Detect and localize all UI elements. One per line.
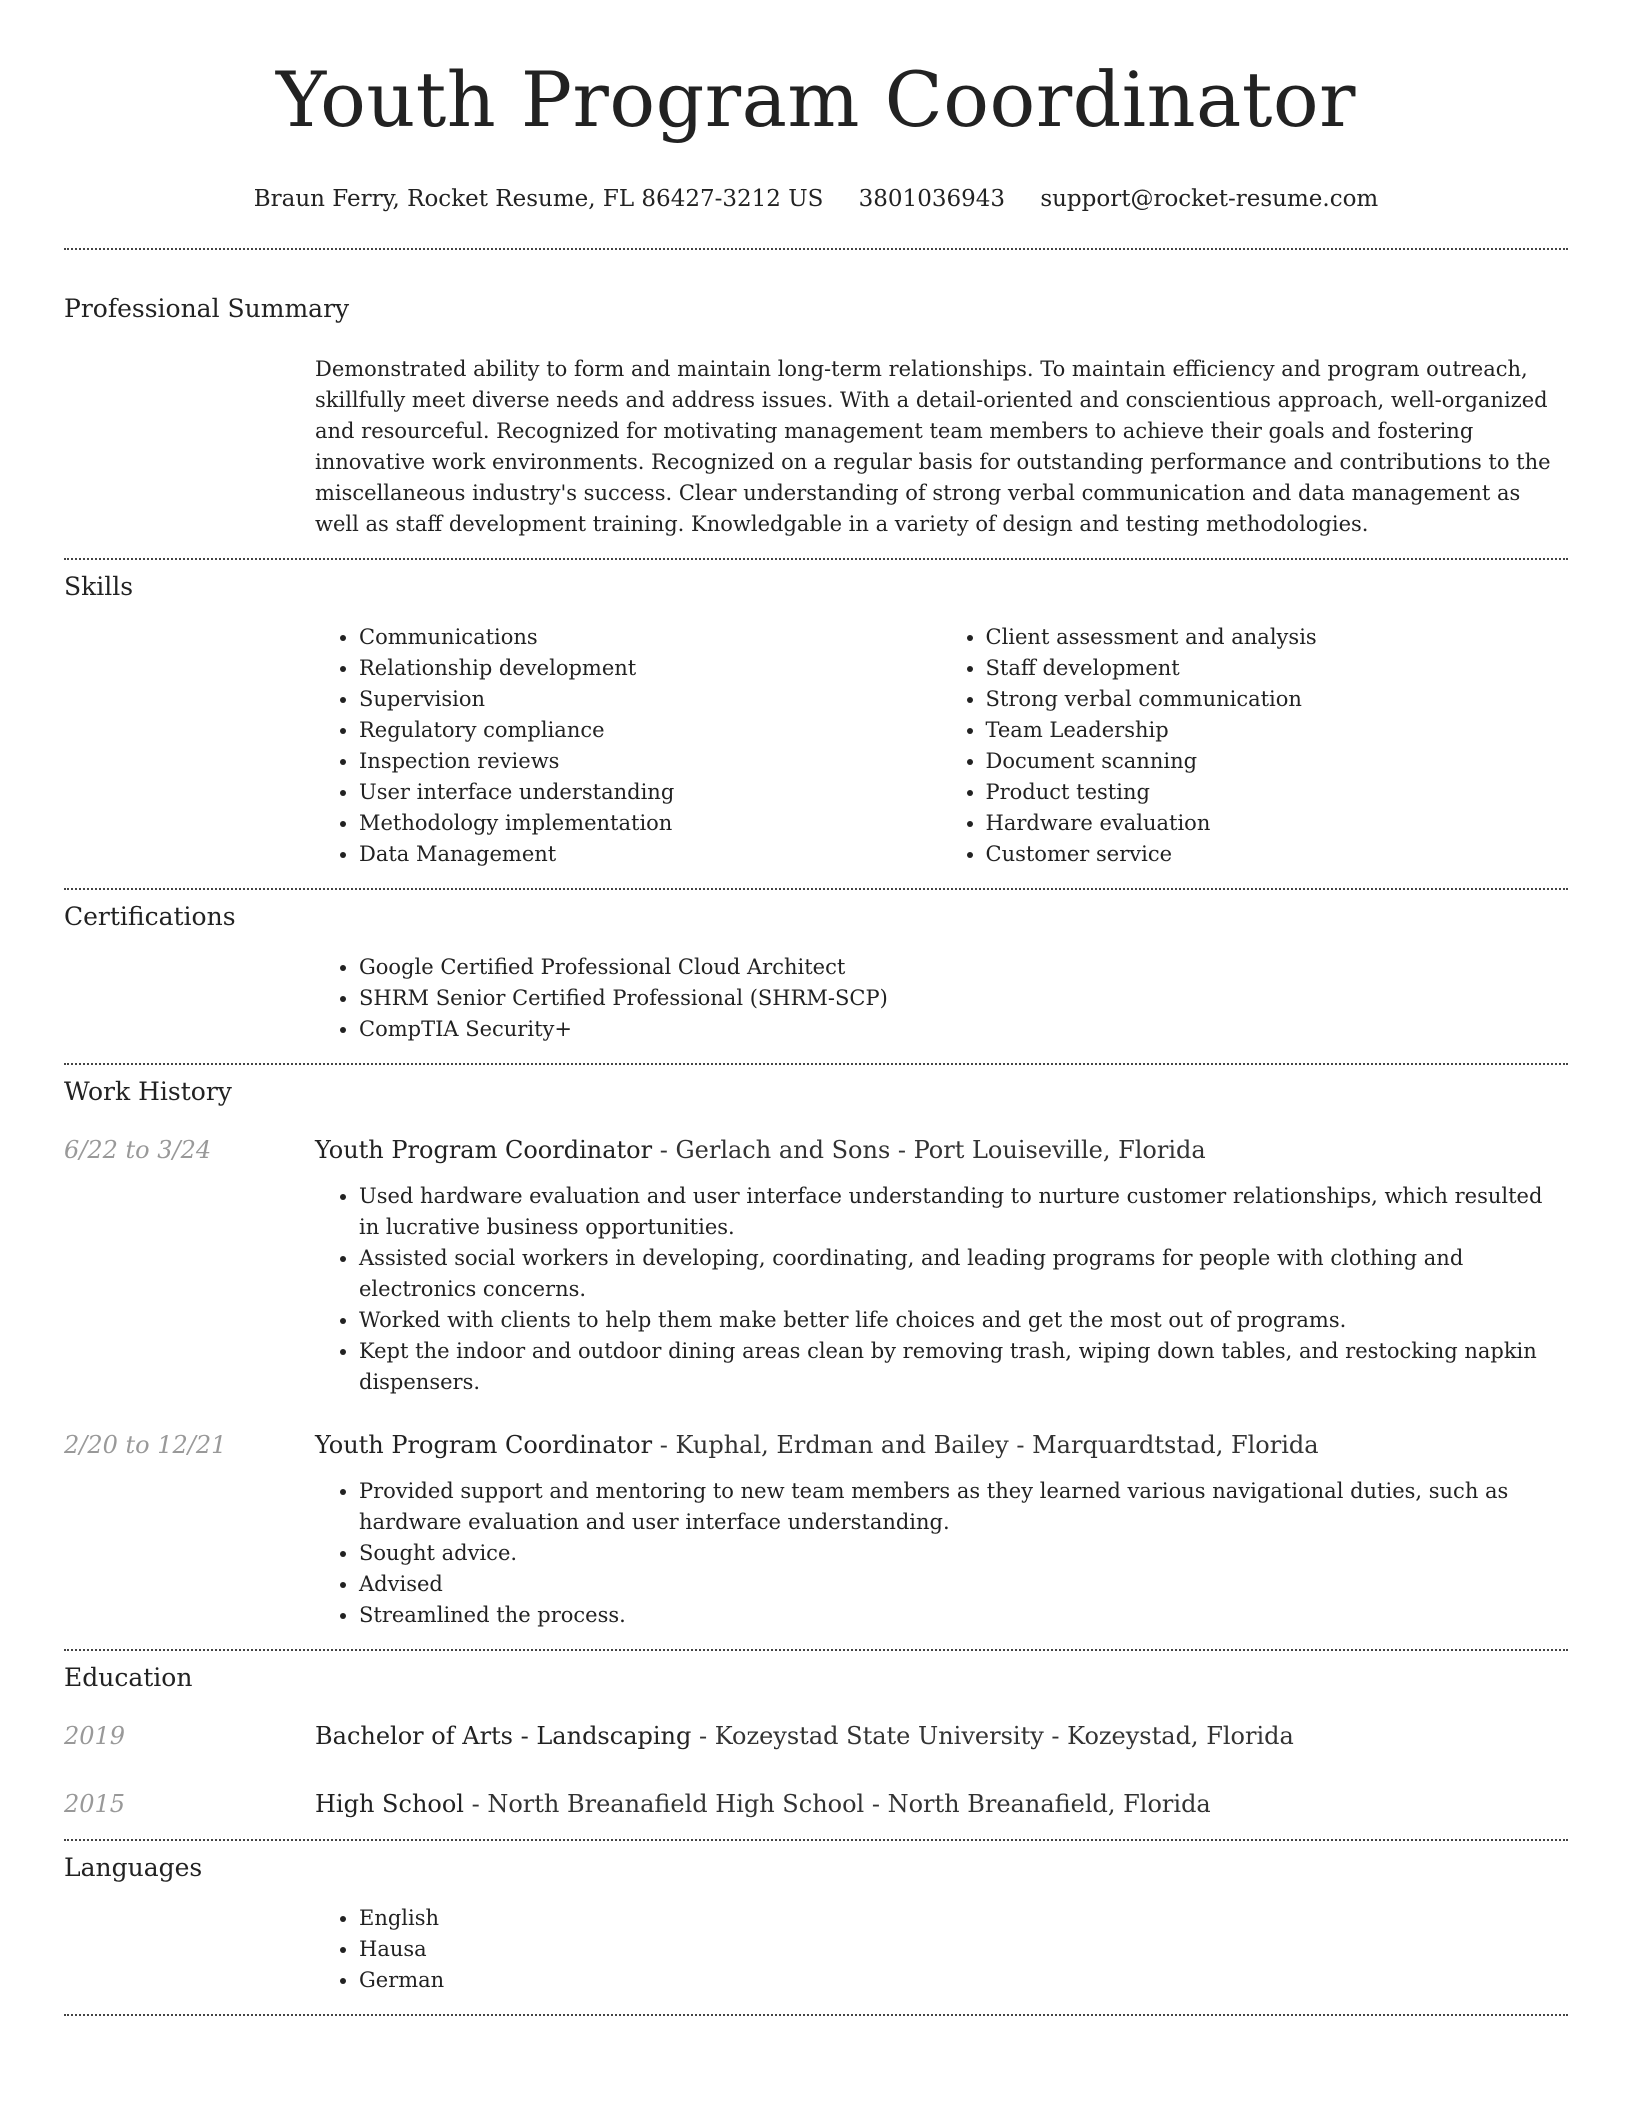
list-item: • Document scanning bbox=[986, 746, 1569, 777]
list-item: • Client assessment and analysis bbox=[986, 622, 1569, 653]
list-item: • CompTIA Security+ bbox=[359, 1014, 1568, 1045]
school: - Kozeystad State University - Kozeystad, Florida bbox=[691, 1722, 1294, 1750]
skills-list-right bbox=[942, 622, 1569, 870]
job-heading bbox=[315, 1133, 1568, 1167]
phone: 3801036943 bbox=[858, 186, 1005, 212]
certifications-section bbox=[0, 890, 1632, 1045]
candidate-name: Youth Program Coordinator bbox=[276, 55, 1356, 144]
certifications-list bbox=[315, 952, 1568, 1045]
degree: High School bbox=[315, 1790, 464, 1818]
list-item: • Streamlined the process. bbox=[359, 1600, 1568, 1631]
list-item: • Assisted social workers in developing, coordinating, and leading programs for people with clothing and electronics concerns. bbox=[359, 1243, 1568, 1305]
skills-columns bbox=[315, 622, 1568, 870]
list-item: • Inspection reviews bbox=[359, 746, 942, 777]
degree: Bachelor of Arts - Landscaping bbox=[315, 1722, 692, 1750]
job-entry bbox=[64, 1428, 1568, 1631]
list-item: • Hausa bbox=[359, 1934, 1568, 1965]
job-title: Youth Program Coordinator bbox=[315, 1431, 653, 1459]
list-item: • Used hardware evaluation and user interface understanding to nurture customer relationships, which resulted in lucrative business opportunities. bbox=[359, 1181, 1568, 1243]
job-employer: - Gerlach and Sons - Port Louiseville, Florida bbox=[652, 1136, 1206, 1164]
list-item: • User interface understanding bbox=[359, 777, 942, 808]
skills-list-left bbox=[315, 622, 942, 870]
section-title: Skills bbox=[64, 572, 134, 601]
section-title: Education bbox=[64, 1663, 193, 1692]
list-item: • Methodology implementation bbox=[359, 808, 942, 839]
email: support@rocket-resume.com bbox=[1040, 186, 1379, 212]
list-item: • Data Management bbox=[359, 839, 942, 870]
list-item: • English bbox=[359, 1903, 1568, 1934]
section-title: Certifications bbox=[64, 902, 236, 931]
languages-section bbox=[0, 1841, 1632, 1996]
job-entry bbox=[64, 1133, 1568, 1398]
contact-line bbox=[0, 184, 1632, 214]
summary-section bbox=[0, 250, 1632, 540]
section-title: Work History bbox=[64, 1077, 232, 1106]
job-dates: 2/20 to 12/21 bbox=[64, 1431, 227, 1459]
list-item: • Supervision bbox=[359, 684, 942, 715]
education-entry bbox=[64, 1787, 1568, 1821]
list-item: • Worked with clients to help them make better life choices and get the most out of programs. bbox=[359, 1305, 1568, 1336]
list-item: • Team Leadership bbox=[986, 715, 1569, 746]
list-item: • Kept the indoor and outdoor dining areas clean by removing trash, wiping down tables, and restocking napkin dispensers. bbox=[359, 1336, 1568, 1398]
list-item: • Provided support and mentoring to new team members as they learned various navigational duties, such as hardware evaluation and user interface understanding. bbox=[359, 1476, 1568, 1538]
school: - North Breanafield High School - North Breanafield, Florida bbox=[463, 1790, 1211, 1818]
list-item: • Sought advice. bbox=[359, 1538, 1568, 1569]
skills-section bbox=[0, 560, 1632, 870]
list-item: • SHRM Senior Certified Professional (SHRM-SCP) bbox=[359, 983, 1568, 1014]
languages-list bbox=[315, 1903, 1568, 1996]
summary-text: Demonstrated ability to form and maintain long-term relationships. To maintain efficiency and program outreach, skillfully meet diverse needs and address issues. With a detail-oriented and conscientious approach, well-organized and resourceful. Recognized for motivating management team members to achieve their goals and fostering innovative work environments. Recognized on a regular basis for outstanding performance and contributions to the miscellaneous industry's success. Clear understanding of strong verbal communication and data management as well as staff development training. Knowledgable in a variety of design and testing methodologies. bbox=[315, 357, 1551, 536]
divider bbox=[64, 2014, 1568, 2016]
education-year: 2019 bbox=[64, 1722, 126, 1750]
job-title: Youth Program Coordinator bbox=[315, 1136, 653, 1164]
education-entry bbox=[64, 1719, 1568, 1753]
list-item: • Regulatory compliance bbox=[359, 715, 942, 746]
list-item: • Communications bbox=[359, 622, 942, 653]
list-item: • Staff development bbox=[986, 653, 1569, 684]
list-item: • Relationship development bbox=[359, 653, 942, 684]
work-history-section bbox=[0, 1065, 1632, 1631]
list-item: • Hardware evaluation bbox=[986, 808, 1569, 839]
job-heading bbox=[315, 1428, 1568, 1462]
job-bullets bbox=[315, 1181, 1568, 1398]
list-item: • Customer service bbox=[986, 839, 1569, 870]
list-item: • Strong verbal communication bbox=[986, 684, 1569, 715]
list-item: • Product testing bbox=[986, 777, 1569, 808]
education-section bbox=[0, 1651, 1632, 1821]
job-bullets bbox=[315, 1476, 1568, 1631]
list-item: • Advised bbox=[359, 1569, 1568, 1600]
section-title: Professional Summary bbox=[64, 294, 350, 323]
job-employer: - Kuphal, Erdman and Bailey - Marquardtstad, Florida bbox=[652, 1431, 1319, 1459]
education-year: 2015 bbox=[64, 1790, 126, 1818]
section-title: Languages bbox=[64, 1853, 203, 1882]
list-item: • Google Certified Professional Cloud Architect bbox=[359, 952, 1568, 983]
address: Braun Ferry, Rocket Resume, FL 86427-3212 US bbox=[253, 186, 824, 212]
list-item: • German bbox=[359, 1965, 1568, 1996]
job-dates: 6/22 to 3/24 bbox=[64, 1136, 212, 1164]
